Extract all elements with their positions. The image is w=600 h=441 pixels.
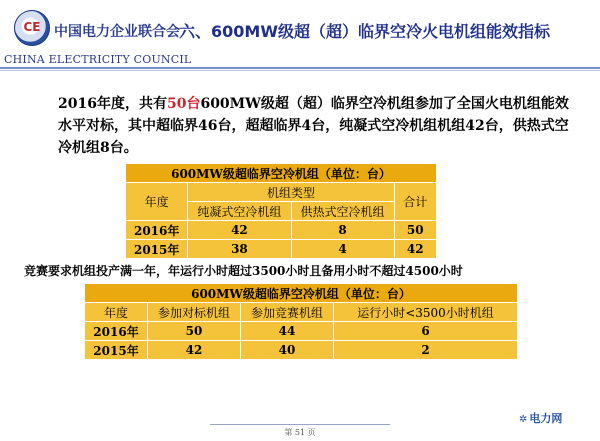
table2-cell-benchmark: 50 — [148, 322, 241, 341]
table1-header-year: 年度 — [126, 183, 188, 221]
table2-cell-benchmark: 42 — [148, 341, 241, 360]
intro-highlight: 50台 — [166, 96, 201, 112]
participation-table — [84, 283, 518, 360]
unit-type-table — [125, 163, 437, 259]
slide-header — [0, 0, 600, 72]
table1-caption: 600MW级超临界空冷机组（单位：台） — [126, 164, 437, 183]
table2-cell-competition: 40 — [241, 341, 334, 360]
page-number: 第 51 页 — [284, 428, 316, 437]
table1-cell-condensing: 42 — [188, 221, 291, 240]
competition-requirement: 竞赛要求机组投产满一年，年运行小时超过3500小时且备用小时不超过4500小时 — [24, 264, 463, 278]
page-title: 六、600MW级超（超）临界空冷火电机组能效指标 — [179, 22, 550, 41]
table1-cell-heating: 4 — [291, 240, 394, 259]
table1-cell-total: 42 — [394, 240, 436, 259]
table1-cell-year: 2015年 — [126, 240, 188, 259]
table2-cell-year: 2016年 — [85, 322, 148, 341]
table1-cell-total: 50 — [394, 221, 436, 240]
footer-divider — [210, 424, 390, 425]
org-name-en: CHINA ELECTRICITY COUNCIL — [4, 53, 192, 66]
logo-mark: CE — [23, 20, 41, 34]
wechat-icon: ✲ — [519, 414, 528, 425]
table-row — [85, 322, 518, 341]
header-divider — [0, 67, 600, 69]
intro-text-2: 600MW级超（超）临界空冷机组参加了全国火电机组能效水平对标，其中超临界46台，超超临界4台，纯凝式空冷机组机组42台，供热式空冷机组8台。 — [58, 96, 569, 156]
table2-header-benchmark: 参加对标机组 — [148, 303, 241, 322]
table1-header-unit-type: 机组类型 — [188, 183, 394, 202]
header-divider-thin — [0, 70, 600, 71]
org-name-cn: 中国电力企业联合会 — [54, 24, 180, 40]
table2-cell-competition: 44 — [241, 322, 334, 341]
table2-caption: 600MW级超临界空冷机组（单位：台） — [85, 284, 518, 303]
table1-cell-year: 2016年 — [126, 221, 188, 240]
table1-cell-condensing: 38 — [188, 240, 291, 259]
table-row — [126, 240, 437, 259]
table2-header-low-hours: 运行小时<3500小时机组 — [334, 303, 518, 322]
intro-paragraph — [58, 93, 578, 159]
table2-cell-low-hours: 6 — [334, 322, 518, 341]
table1-header-condensing: 纯凝式空冷机组 — [188, 202, 291, 221]
table1-cell-heating: 8 — [291, 221, 394, 240]
table1-header-total: 合计 — [394, 183, 436, 221]
table1-header-heating: 供热式空冷机组 — [291, 202, 394, 221]
table2-header-competition: 参加竞赛机组 — [241, 303, 334, 322]
cec-logo-icon — [14, 10, 50, 46]
table2-header-year: 年度 — [85, 303, 148, 322]
table-row — [85, 341, 518, 360]
watermark-text: 电力网 — [529, 412, 563, 425]
table-row — [126, 221, 437, 240]
intro-text-1: 2016年度，共有 — [58, 96, 167, 112]
table2-cell-low-hours: 2 — [334, 341, 518, 360]
watermark — [519, 410, 562, 426]
table2-cell-year: 2015年 — [85, 341, 148, 360]
